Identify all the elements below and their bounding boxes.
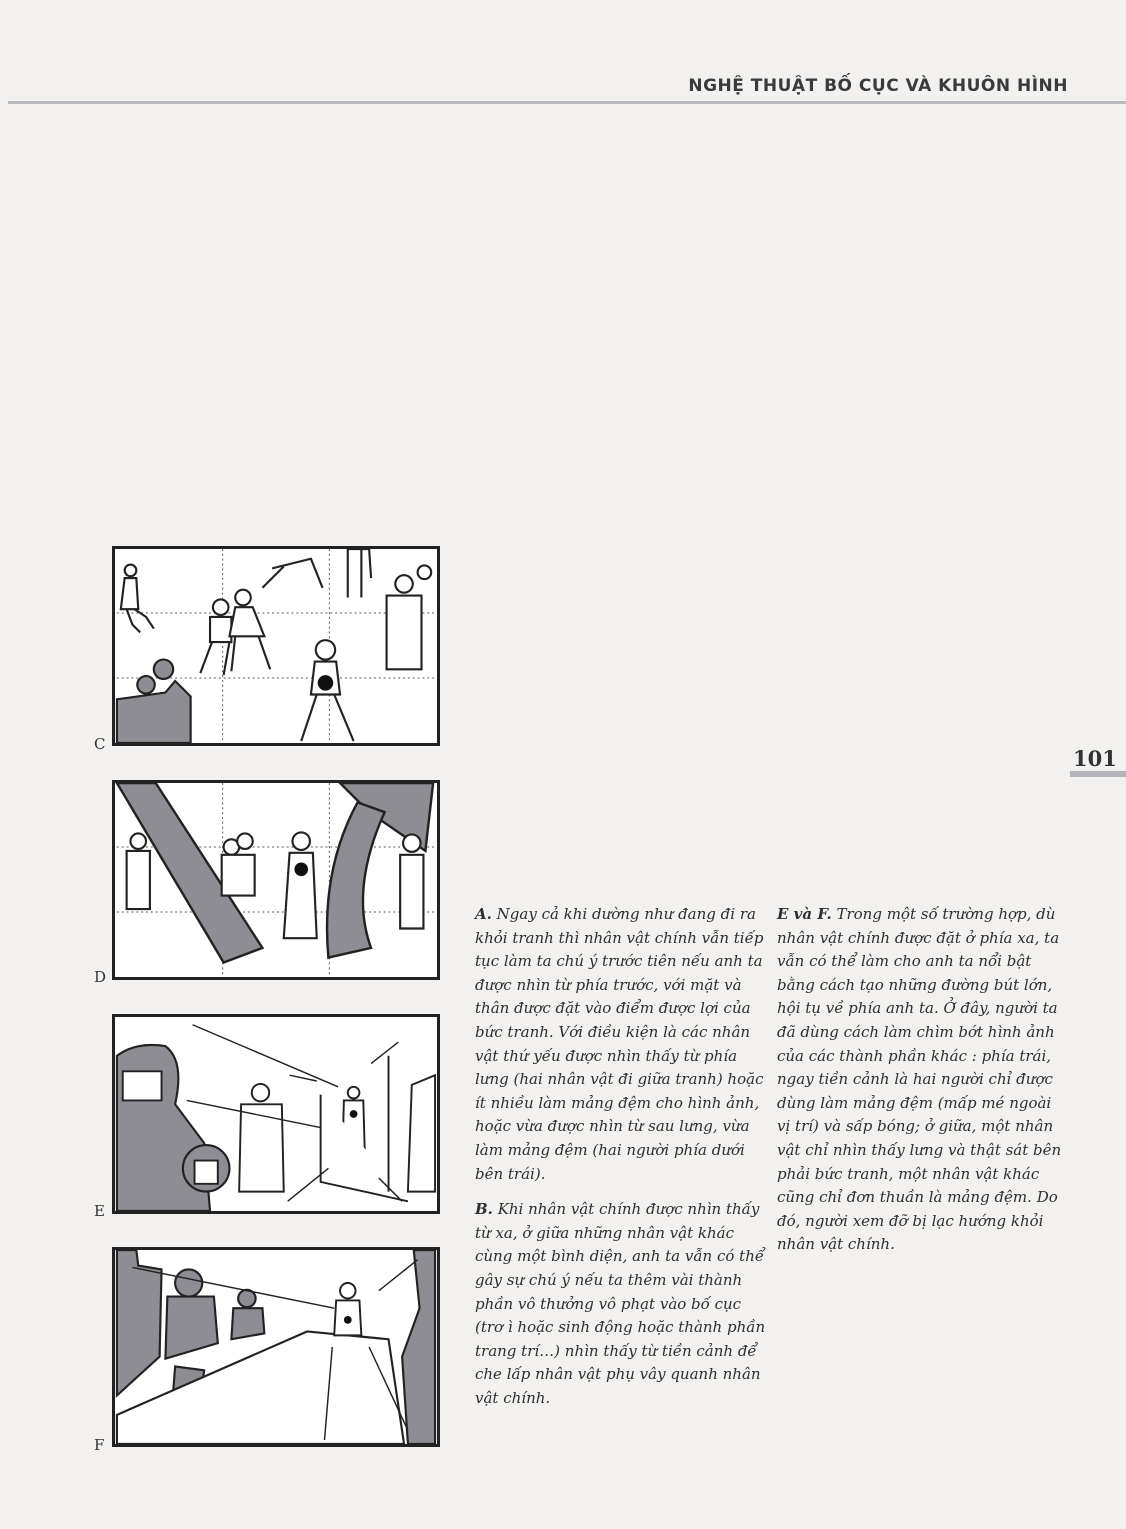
page-number-rule (1070, 771, 1126, 777)
illustration-c-drawing (115, 549, 437, 743)
paragraph-b-body: Khi nhân vật chính được nhìn thấy từ xa, ở giữa những nhân vật khác cùng một bình diện, anh ta vẫn có thể gây sự chú ý nếu ta thêm vài thành phần vô thưởng vô phạt vào bố cục (trơ ì hoặc sinh động hoặc thành phần trang trí…) nhìn thấy từ tiền cảnh để che lấp nhân vật phụ vây quanh nhân vật chính. (475, 1200, 766, 1407)
page-number: 101 (1073, 746, 1117, 771)
illustration-f-drawing (115, 1250, 437, 1444)
illustration-e-drawing (115, 1017, 437, 1211)
paragraph-a-body: Ngay cả khi dường như đang đi ra khỏi tranh thì nhân vật chính vẫn tiếp tục làm ta chú ý trước tiên nếu anh ta được nhìn từ phía trước, với mặt và thân được đặt vào điểm được lợi của bức tranh. Với điều kiện là các nhân vật thứ yếu được nhìn thấy từ phía lưng (hai nhân vật đi giữa tranh) hoặc ít nhiều làm mảng đệm cho hình ảnh, hoặc vừa được nhìn từ sau lưng, vừa làm mảng đệm (hai người phía dưới bên trái). (475, 905, 764, 1183)
running-header-title: NGHỆ THUẬT BỐ CỤC VÀ KHUÔN HÌNH (688, 76, 1068, 96)
illustration-d (112, 780, 440, 980)
illustration-e (112, 1014, 440, 1214)
paragraph-ef-lead: E và F. (777, 905, 832, 923)
text-column-left (475, 903, 770, 1422)
paragraph-b (475, 1198, 770, 1410)
text-column-right (777, 903, 1069, 1269)
figure-label-c: C (94, 735, 106, 753)
header-rule (8, 101, 1126, 104)
illustration-c (112, 546, 440, 746)
figure-label-d: D (94, 968, 107, 986)
illustration-d-drawing (115, 783, 437, 977)
paragraph-ef (777, 903, 1069, 1257)
paragraph-ef-body: Trong một số trường hợp, dù nhân vật chính được đặt ở phía xa, ta vẫn có thể làm cho anh ta nổi bật bằng cách tạo những đường bút lớn, hội tụ về phía anh ta. Ở đây, người ta đã dùng cách làm chìm bớt hình ảnh của các thành phần khác : phía trái, ngay tiền cảnh là hai người chỉ được dùng làm mảng đệm (mấp mé ngoài vị trí) và sấp bóng; ở giữa, một nhân vật chỉ nhìn thấy lưng và thật sát bên phải bức tranh, một nhân vật khác cũng chỉ đơn thuần là mảng đệm. Do đó, người xem đỡ bị lạc hướng khỏi nhân vật chính. (777, 905, 1062, 1254)
paragraph-b-lead: B. (475, 1200, 493, 1219)
figure-label-e: E (94, 1202, 105, 1220)
paragraph-a-lead: A. (475, 905, 492, 923)
paragraph-a (475, 903, 770, 1186)
illustration-f (112, 1247, 440, 1447)
figure-label-f: F (94, 1436, 105, 1454)
